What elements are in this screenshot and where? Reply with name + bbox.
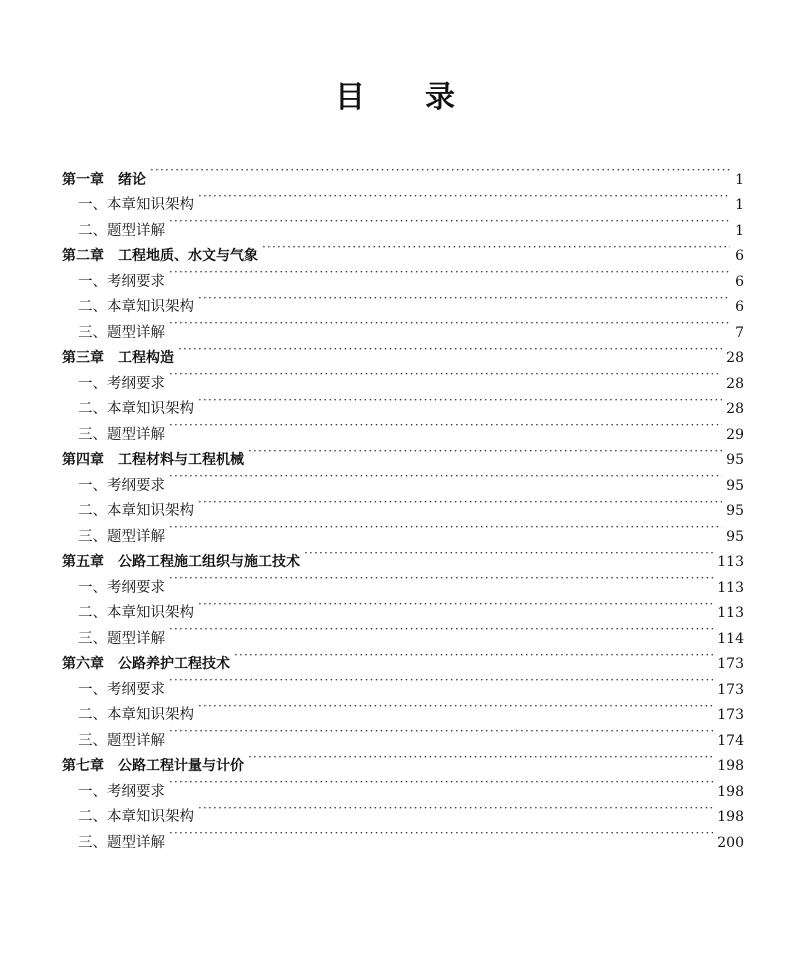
dot-leader	[198, 388, 722, 414]
toc-entry-label: 一、考纲要求	[78, 477, 165, 494]
dot-leader	[169, 413, 722, 439]
toc-entry-label: 三、题型详解	[78, 834, 165, 851]
toc-page-number: 95	[726, 477, 744, 494]
dot-leader	[248, 439, 722, 465]
toc-entry-label: 工程材料与工程机械	[118, 452, 244, 468]
toc-entry-label: 一、本章知识架构	[78, 197, 194, 213]
chapter-number: 第四章	[62, 452, 104, 468]
dot-leader	[248, 745, 713, 771]
toc-page-number: 6	[735, 299, 744, 315]
toc-page-number: 173	[717, 681, 744, 698]
toc-entry-title	[78, 270, 165, 296]
toc-entry-label: 公路养护工程技术	[118, 656, 230, 672]
toc-entry-label: 二、本章知识架构	[78, 707, 194, 723]
dot-leader	[178, 337, 722, 363]
toc-entry-label: 工程地质、水文与气象	[118, 248, 258, 264]
toc-page-number: 1	[735, 222, 744, 239]
toc-page-number: 1	[735, 171, 744, 188]
toc-page-number: 174	[717, 732, 744, 749]
toc-page-number: 1	[735, 197, 744, 213]
toc-page-number: 113	[717, 554, 744, 570]
toc-page-number: 198	[717, 809, 744, 825]
dot-leader	[169, 464, 722, 490]
toc-entry-title	[78, 831, 165, 857]
toc-page-number: 28	[726, 375, 744, 392]
toc-entry-label: 公路工程计量与计价	[118, 758, 244, 774]
toc-entry-title	[78, 474, 165, 500]
toc-entry-label: 二、本章知识架构	[78, 299, 194, 315]
toc-page-number: 28	[726, 401, 744, 417]
chapter-number: 第二章	[62, 248, 104, 264]
toc-page-number: 6	[735, 273, 744, 290]
toc-page-number: 29	[726, 426, 744, 443]
toc-entry-title	[78, 219, 165, 245]
toc-page-number: 113	[717, 579, 744, 596]
toc-entry-label: 一、考纲要求	[78, 375, 165, 392]
toc-entry-title	[78, 576, 165, 602]
dot-leader	[304, 541, 713, 567]
dot-leader	[169, 617, 713, 643]
page-title	[0, 72, 790, 116]
toc-page-number: 173	[717, 656, 744, 672]
dot-leader	[198, 592, 713, 618]
toc-chapter-entry[interactable]	[62, 158, 744, 188]
toc-entry-label: 一、考纲要求	[78, 783, 165, 800]
toc-page-number: 200	[717, 834, 744, 851]
toc-section-entry[interactable]	[62, 184, 744, 213]
dot-leader	[234, 643, 713, 669]
toc-page-number: 95	[726, 528, 744, 545]
dot-leader	[198, 286, 730, 312]
toc-entry-title	[78, 729, 165, 755]
toc-page-number: 95	[726, 503, 744, 519]
toc-entry-label: 绪论	[118, 171, 146, 188]
page-title-right: 录	[425, 80, 455, 115]
toc-entry-title	[78, 372, 165, 398]
chapter-number: 第五章	[62, 554, 104, 570]
toc-page-number: 198	[717, 783, 744, 800]
page-title-left: 目	[335, 80, 365, 115]
dot-leader	[169, 311, 730, 337]
toc-entry-label: 二、本章知识架构	[78, 401, 194, 417]
toc-entry-label: 二、本章知识架构	[78, 605, 194, 621]
dot-leader	[169, 362, 722, 388]
toc-page-number: 114	[717, 630, 744, 647]
toc-entry-label: 二、本章知识架构	[78, 809, 194, 825]
dot-leader	[169, 668, 713, 694]
table-of-contents	[62, 158, 744, 851]
chapter-number: 第三章	[62, 350, 104, 366]
toc-entry-title	[78, 678, 165, 704]
toc-entry-title	[78, 321, 165, 347]
toc-page-number: 28	[726, 350, 744, 366]
toc-entry-title	[62, 346, 174, 372]
chapter-number: 第七章	[62, 758, 104, 774]
toc-entry-label: 二、本章知识架构	[78, 503, 194, 519]
dot-leader	[198, 490, 722, 516]
toc-page-number: 6	[735, 248, 744, 264]
toc-page-number: 198	[717, 758, 744, 774]
toc-entry-title	[78, 423, 165, 449]
dot-leader	[169, 260, 730, 286]
toc-entry-label: 一、考纲要求	[78, 681, 165, 698]
toc-entry-label: 工程构造	[118, 350, 174, 366]
toc-entry-label: 三、题型详解	[78, 528, 165, 545]
toc-entry-label: 三、题型详解	[78, 630, 165, 647]
dot-leader	[198, 796, 713, 822]
dot-leader	[150, 158, 730, 184]
dot-leader	[169, 770, 713, 796]
dot-leader	[169, 719, 713, 745]
toc-page-number: 7	[735, 324, 744, 341]
dot-leader	[198, 694, 713, 720]
toc-entry-title	[78, 627, 165, 653]
toc-entry-label: 二、题型详解	[78, 222, 165, 239]
toc-entry-title	[78, 780, 165, 806]
toc-entry-label: 一、考纲要求	[78, 579, 165, 596]
dot-leader	[262, 235, 730, 261]
chapter-number: 第一章	[62, 171, 104, 188]
dot-leader	[169, 209, 730, 235]
dot-leader	[169, 566, 713, 592]
toc-page-number: 113	[717, 605, 744, 621]
chapter-number: 第六章	[62, 656, 104, 672]
dot-leader	[169, 821, 713, 847]
toc-entry-label: 三、题型详解	[78, 732, 165, 749]
toc-entry-label: 三、题型详解	[78, 324, 165, 341]
toc-entry-title	[78, 525, 165, 551]
toc-page-number: 173	[717, 707, 744, 723]
toc-entry-label: 三、题型详解	[78, 426, 165, 443]
toc-entry-title	[62, 168, 146, 194]
dot-leader	[198, 184, 730, 210]
dot-leader	[169, 515, 722, 541]
toc-page-number: 95	[726, 452, 744, 468]
toc-entry-label: 一、考纲要求	[78, 273, 165, 290]
toc-entry-label: 公路工程施工组织与施工技术	[118, 554, 300, 570]
